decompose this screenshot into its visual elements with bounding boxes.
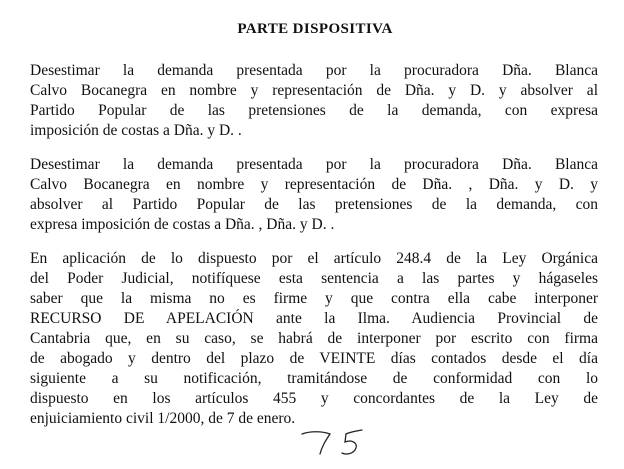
paragraph-line: RECURSO DE APELACIÓN ante la Ilma. Audiencia Provincial de	[30, 310, 598, 327]
ruling-paragraph-1	[30, 61, 598, 141]
paragraph-line: dispuesto en los artículos 455 y concordantes de la Ley de	[30, 390, 598, 407]
paragraph-line: del Poder Judicial, notifíquese esta sentencia a las partes y hágaseles	[30, 270, 598, 287]
paragraph-line: En aplicación de lo dispuesto por el artículo 248.4 de la Ley Orgánica	[30, 250, 598, 267]
paragraph-line: Calvo Bocanegra en nombre y representación de Dña. , Dña. y D. y	[30, 176, 598, 193]
paragraph-line: enjuiciamiento civil 1/2000, de 7 de enero.	[30, 410, 296, 427]
paragraph-line: Desestimar la demanda presentada por la procuradora Dña. Blanca	[30, 62, 598, 79]
paragraph-line: Calvo Bocanegra en nombre y representación de Dña. y D. y absolver al	[30, 82, 598, 99]
section-heading: PARTE DISPOSITIVA	[237, 21, 393, 37]
handwritten-signature	[296, 425, 380, 457]
paragraph-line: Cantabria que, en su caso, se habrá de interponer por escrito con firma	[30, 330, 598, 347]
signature-stroke-five	[342, 430, 362, 454]
signature-stroke-seven	[302, 432, 330, 454]
paragraph-line: Desestimar la demanda presentada por la procuradora Dña. Blanca	[30, 156, 598, 173]
paragraph-line: siguiente a su notificación, tramitándose de conformidad con lo	[30, 370, 598, 387]
paragraph-line: de abogado y dentro del plazo de VEINTE días contados desde el día	[30, 350, 598, 367]
paragraph-line: imposición de costas a Dña. y D. .	[30, 122, 242, 139]
paragraph-line: Partido Popular de las pretensiones de la demanda, con expresa	[30, 102, 598, 119]
paragraph-line: expresa imposición de costas a Dña. , Dña. y D. .	[30, 216, 335, 233]
appeal-notice-paragraph	[30, 249, 598, 429]
ruling-paragraph-2	[30, 155, 598, 235]
paragraph-line: absolver al Partido Popular de las pretensiones de la demanda, con	[30, 196, 598, 213]
paragraph-line: saber que la misma no es firme y que contra ella cabe interponer	[30, 290, 598, 307]
